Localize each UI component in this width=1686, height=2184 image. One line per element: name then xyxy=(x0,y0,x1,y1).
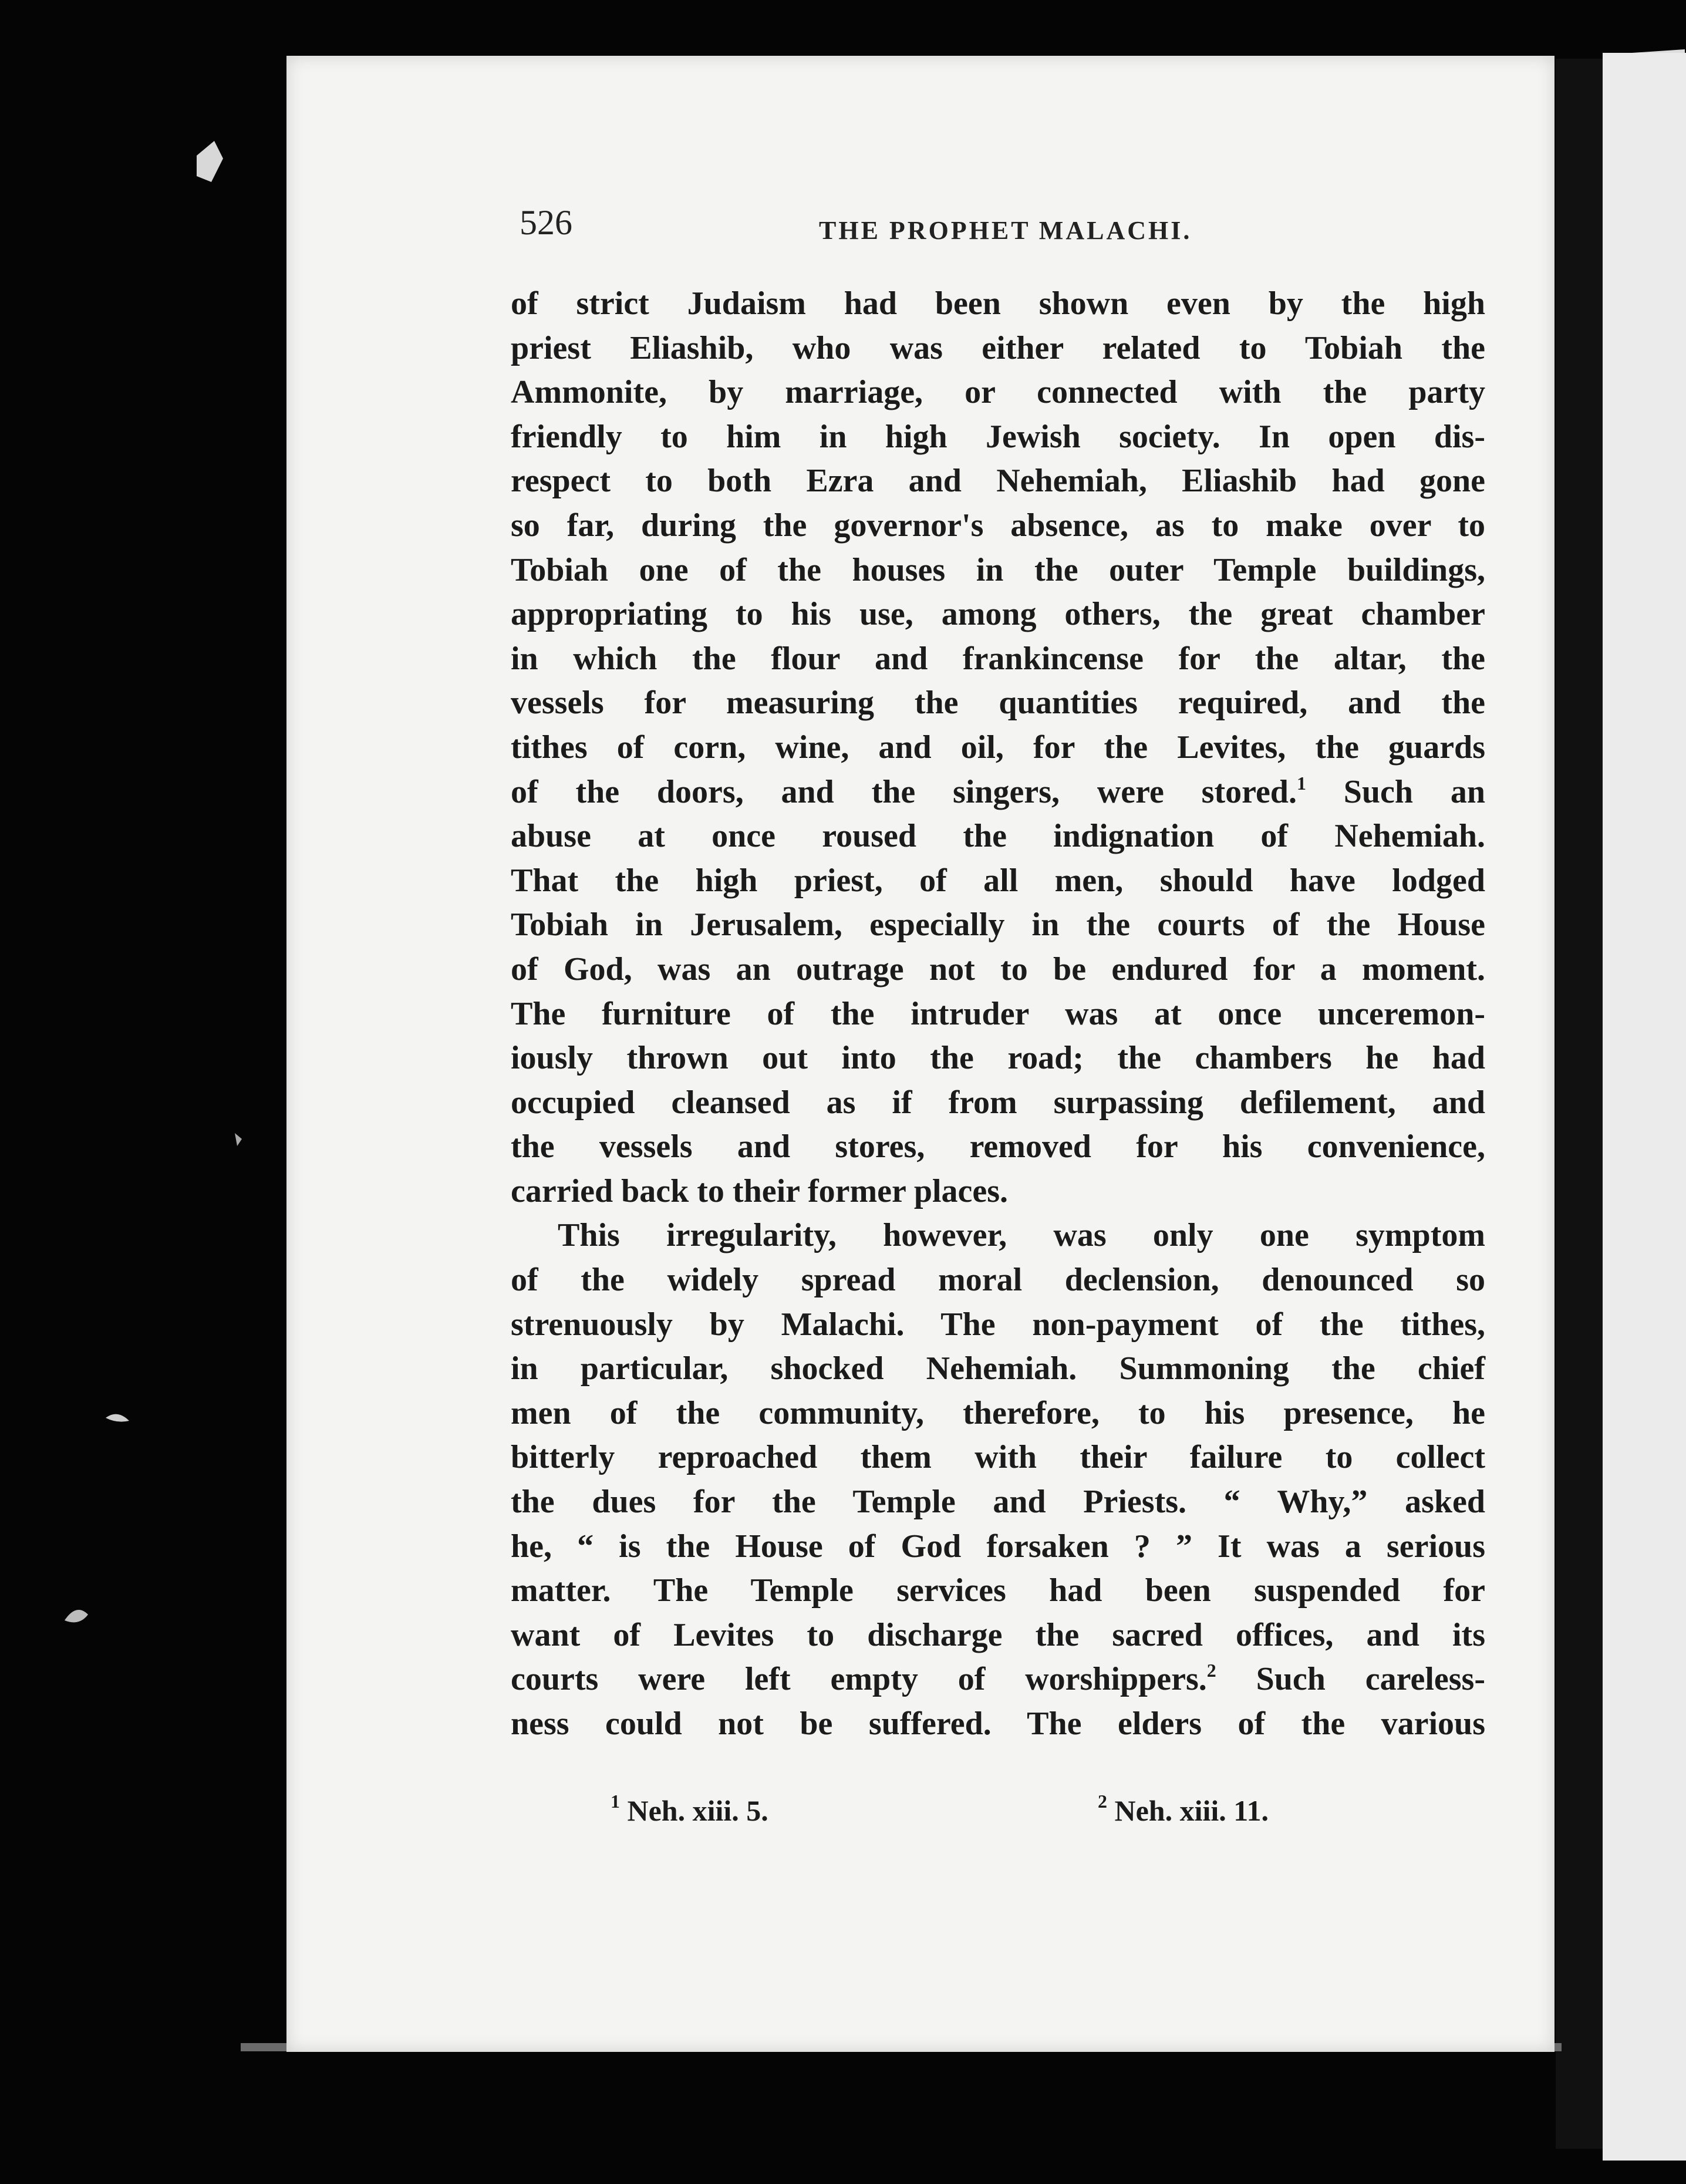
text-line: of God, was an outrage not to be endured for a moment. xyxy=(511,951,1485,987)
text-line: of the widely spread moral declension, denounced so xyxy=(511,1262,1485,1299)
footnote-1-marker: 1 xyxy=(611,1791,620,1812)
text-line: Ammonite, by marriage, or connected with the party xyxy=(511,374,1485,411)
page-number: 526 xyxy=(520,203,572,242)
text-line: ness could not be suffered. The elders of the various xyxy=(511,1706,1485,1742)
text-line: That the high priest, of all men, should have lodged xyxy=(511,862,1485,899)
text-line: of strict Judaism had been shown even by the high xyxy=(511,285,1485,322)
text-segment: of the doors, and the singers, were stored. xyxy=(511,773,1297,810)
footnote-2-text: Neh. xiii. 11. xyxy=(1107,1794,1269,1827)
footnote-1-text: Neh. xiii. 5. xyxy=(620,1794,768,1827)
footnotes xyxy=(611,1791,1374,1835)
paragraph-2 xyxy=(511,1214,1485,1746)
text-line: friendly to him in high Jewish society. In open dis- xyxy=(511,418,1485,455)
text-line: The furniture of the intruder was at once unceremon- xyxy=(511,995,1485,1032)
footnote-marker-2: 2 xyxy=(1206,1660,1216,1681)
footnote-2 xyxy=(1098,1791,1269,1828)
text-line: in particular, shocked Nehemiah. Summoning the chief xyxy=(511,1350,1485,1387)
page-header xyxy=(520,203,1518,255)
footnote-2-marker: 2 xyxy=(1098,1791,1107,1812)
text-segment: courts were left empty of worshippers. xyxy=(511,1661,1207,1698)
text-line: the vessels and stores, removed for his convenience, xyxy=(511,1128,1485,1165)
text-segment: Such careless- xyxy=(1216,1661,1485,1698)
text-line: matter. The Temple services had been suspended for xyxy=(511,1572,1485,1609)
text-line: he, “ is the House of God forsaken ? ” It was a serious xyxy=(511,1528,1485,1565)
text-line-with-note xyxy=(511,770,1485,815)
text-line: want of Levites to discharge the sacred offices, and its xyxy=(511,1616,1485,1653)
text-line: strenuously by Malachi. The non-payment of the tithes, xyxy=(511,1306,1485,1343)
paragraph-1 xyxy=(511,282,1485,1214)
text-line: bitterly reproached them with their failure to collect xyxy=(511,1439,1485,1476)
running-head: THE PROPHET MALACHI. xyxy=(819,216,1192,245)
text-segment: Such an xyxy=(1306,773,1485,810)
text-line: men of the community, therefore, to his presence, he xyxy=(511,1394,1485,1431)
text-line: Tobiah in Jerusalem, especially in the courts of the House xyxy=(511,906,1485,943)
text-line: abuse at once roused the indignation of Nehemiah. xyxy=(511,818,1485,855)
text-line: This irregularity, however, was only one symptom xyxy=(558,1217,1485,1254)
text-line: carried back to their former places. xyxy=(511,1172,1009,1209)
text-line-with-note xyxy=(511,1657,1485,1702)
footnote-marker-1: 1 xyxy=(1296,772,1306,794)
text-line: iously thrown out into the road; the chambers he had xyxy=(511,1040,1485,1077)
text-line: so far, during the governor's absence, as to make over to xyxy=(511,507,1485,544)
text-line: the dues for the Temple and Priests. “ Why,” asked xyxy=(511,1484,1485,1521)
text-line: in which the flour and frankincense for the altar, the xyxy=(511,640,1485,677)
text-line: tithes of corn, wine, and oil, for the Levites, the guards xyxy=(511,729,1485,766)
text-line: appropriating to his use, among others, the great chamber xyxy=(511,596,1485,633)
text-line: Tobiah one of the houses in the outer Temple buildings, xyxy=(511,551,1485,588)
next-page-edge xyxy=(1603,53,1686,2161)
text-line: occupied cleansed as if from surpassing defilement, and xyxy=(511,1084,1485,1121)
text-line: respect to both Ezra and Nehemiah, Eliashib had gone xyxy=(511,463,1485,500)
text-line: vessels for measuring the quantities required, and the xyxy=(511,685,1485,722)
text-line: priest Eliashib, who was either related to Tobiah the xyxy=(511,329,1485,366)
footnote-1 xyxy=(611,1791,768,1828)
body-text xyxy=(511,282,1485,1747)
